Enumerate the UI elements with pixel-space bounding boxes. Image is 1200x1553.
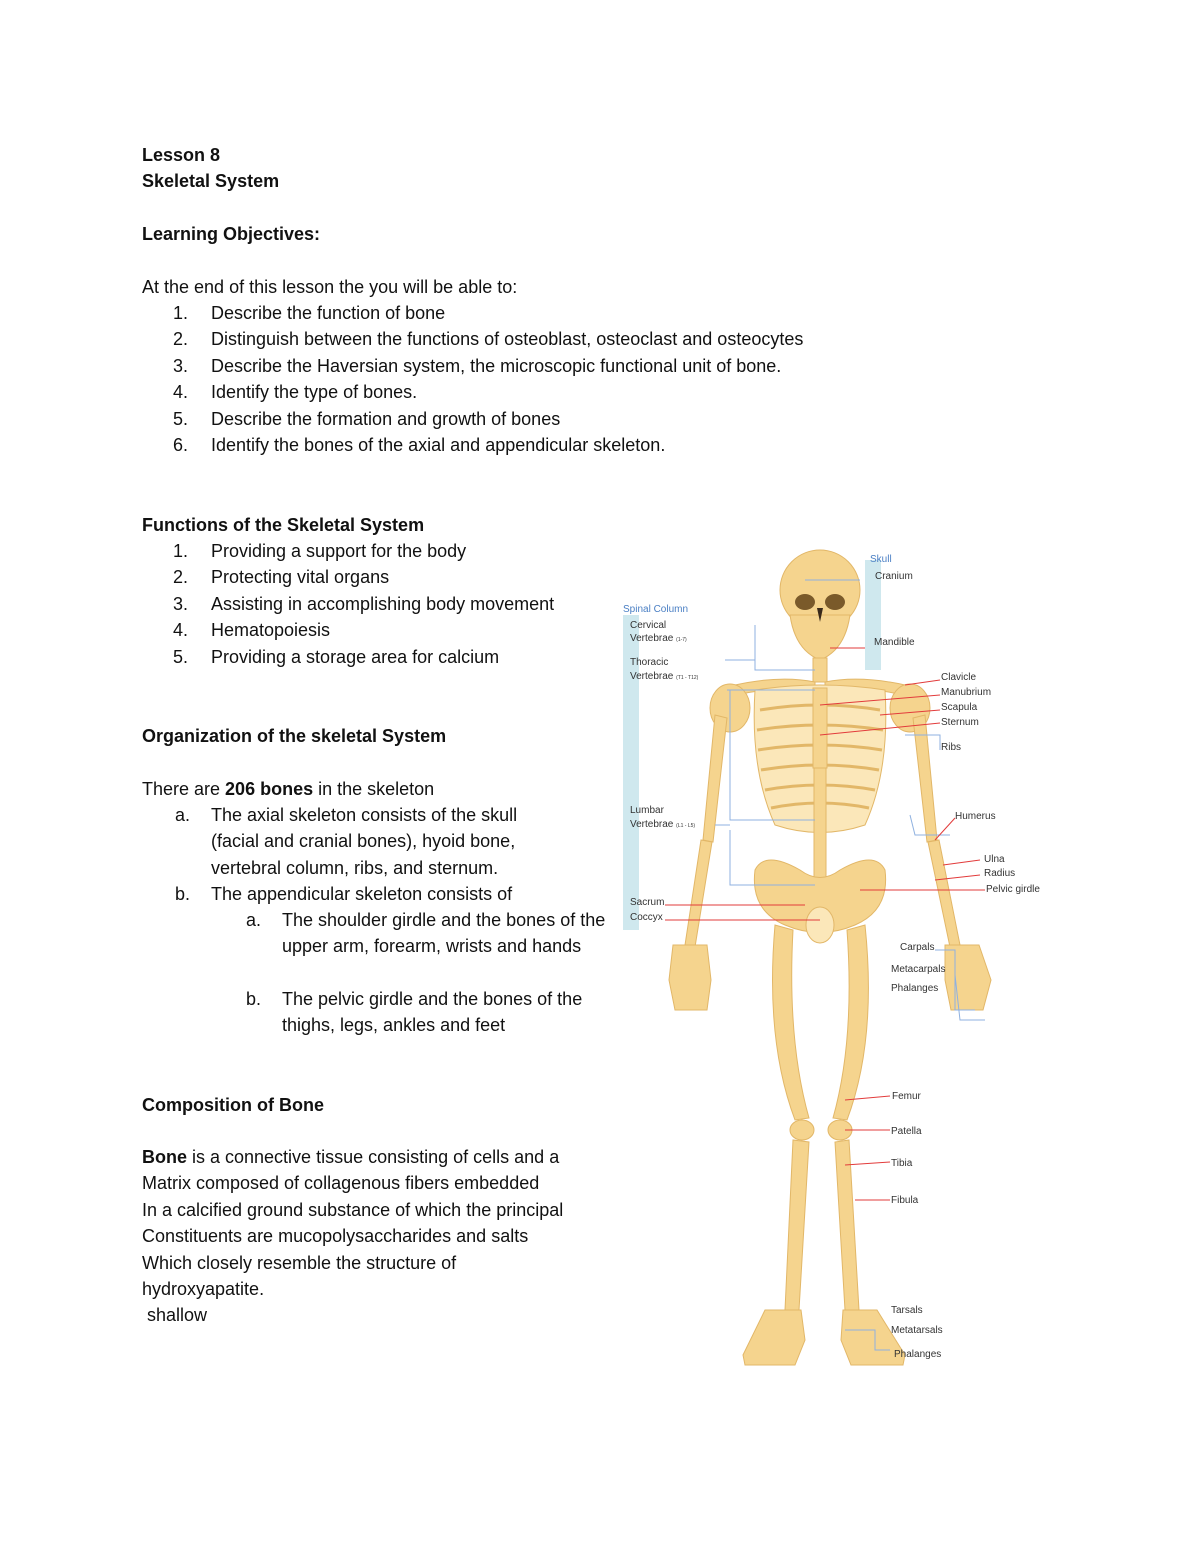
label-lumbar-vertebrae [630,819,695,830]
forearm-left [685,840,712,947]
list-number: 2. [173,329,189,350]
foot-left [743,1310,805,1365]
paragraph-line [142,1250,563,1276]
label-scapula: Scapula [941,702,978,713]
list-item [173,644,554,670]
organization-intro [142,776,434,802]
label-tibia: Tibia [891,1158,913,1169]
label-spinal-column: Spinal Column [623,604,689,615]
list-number: 3. [173,355,189,376]
label-text: Vertebrae [630,671,674,682]
lesson-title: Skeletal System [142,171,280,191]
line-text: shallow [142,1305,208,1326]
sternum-bone [813,688,827,768]
bone-term: Bone [142,1147,187,1167]
label-text: Vertebrae [630,633,674,644]
paragraph-line [142,1144,563,1170]
label-humerus: Humerus [955,811,996,822]
composition-paragraph [142,1144,563,1329]
list-number: 4. [173,620,189,641]
list-number: 1. [173,303,189,323]
objectives-intro: At the end of this lesson the you will be able to: [142,277,518,297]
bone-count: 206 bones [225,779,314,799]
list-number: 6. [173,435,189,456]
humerus-pointer [935,818,955,840]
label-metacarpals: Metacarpals [891,964,946,975]
list-number: 4. [173,382,189,403]
label-thoracic-vertebrae [630,671,699,682]
cervical-spine [813,658,827,682]
label-range: (T1 - T12) [676,675,699,681]
list-item [173,538,554,564]
list-item [173,379,803,405]
label-pelvic-girdle: Pelvic girdle [986,884,1040,895]
list-item [173,564,554,590]
label-patella: Patella [891,1126,922,1137]
humerus-right [913,715,937,842]
list-text: Describe the Haversian system, the microscopic functional unit of bone. [211,355,782,376]
label-ribs: Ribs [941,742,962,753]
label-text: Vertebrae [630,819,674,830]
list-text: Providing a support for the body [211,541,467,561]
list-item [173,617,554,643]
label-tarsals: Tarsals [891,1305,923,1316]
paragraph-line [142,1302,563,1328]
line-text: Matrix composed of collagenous fibers embedded [142,1173,540,1194]
femur-right [833,925,868,1120]
list-item [173,432,803,458]
sub-a-marker: a. [246,910,262,930]
eye-socket [825,594,845,610]
label-sternum: Sternum [941,717,979,728]
label-radius: Radius [984,868,1016,879]
label-lumbar: Lumbar [630,805,664,816]
organization-b-marker: b. [175,884,191,904]
list-number: 1. [173,541,189,561]
humerus-left [703,715,727,842]
label-metatarsals: Metatarsals [891,1325,943,1336]
label-phalanges-hand: Phalanges [891,983,939,994]
line-text: Which closely resemble the structure of [142,1252,457,1273]
organization-a-marker: a. [175,805,191,825]
label-carpals: Carpals [900,942,935,953]
list-text: Distinguish between the functions of osteoblast, osteoclast and osteocytes [211,329,804,350]
list-text: Protecting vital organs [211,567,390,588]
label-range: (L1 - L5) [676,823,696,829]
clavicle-pointer [905,680,940,685]
patella-left [790,1120,814,1140]
label-manubrium: Manubrium [941,687,992,698]
list-text: Identify the type of bones. [211,382,418,403]
organization-b-text: The appendicular skeleton consists of [211,884,513,904]
organization-heading: Organization of the skeletal System [142,726,447,746]
hand-left [669,945,711,1010]
objectives-heading: Learning Objectives: [142,224,321,244]
eye-socket [795,594,815,610]
composition-heading: Composition of Bone [142,1095,324,1115]
list-number: 2. [173,567,189,588]
paragraph-line [142,1276,563,1302]
label-range: (1-7) [676,637,687,643]
ulna-pointer [943,860,980,865]
line-text: is a connective tissue consisting of cells and a [187,1147,560,1167]
label-fibula: Fibula [891,1195,919,1206]
paragraph-line [142,1197,563,1223]
hand-right [945,945,991,1010]
label-femur: Femur [892,1091,921,1102]
tibia-right [835,1140,859,1310]
sacrum-bone [806,907,834,943]
intro-pre: There are [142,779,226,799]
label-cervical-vertebrae [630,633,687,644]
sub-a-text: The shoulder girdle and the bones of the upper arm, forearm, wrists and hands [282,910,606,957]
paragraph-line [142,1223,563,1249]
list-text: Hematopoiesis [211,620,331,641]
list-text: Identify the bones of the axial and appendicular skeleton. [211,435,666,456]
sub-b-text: The pelvic girdle and the bones of the thighs, legs, ankles and feet [282,989,583,1036]
label-cranium: Cranium [875,571,913,582]
label-thoracic: Thoracic [630,657,669,668]
lesson-number: Lesson 8 [142,145,221,165]
paragraph-line [142,1170,563,1196]
list-item [173,326,804,352]
tibia-left [785,1140,809,1310]
list-number: 5. [173,646,189,667]
list-item [173,300,803,326]
organization-a-text: The axial skeleton consists of the skull (facial and cranial bones), hyoid bone, vertebral column, ribs, and sternum. [211,805,518,878]
objectives-list [173,300,804,458]
functions-heading: Functions of the Skeletal System [142,515,425,535]
list-text: Assisting in accomplishing body movement [211,593,555,614]
label-phalanges-foot: Phalanges [894,1349,942,1360]
intro-post: in the skeleton [313,779,435,799]
sub-b-marker: b. [246,989,262,1009]
list-number: 3. [173,593,189,614]
line-text: In a calcified ground substance of which the principal [142,1199,564,1220]
list-item [173,406,803,432]
functions-list [173,538,555,670]
line-text: hydroxyapatite. [142,1279,265,1300]
list-text: Providing a storage area for calcium [211,646,500,667]
forearm-right [928,840,960,947]
lumbar-spine [814,768,826,883]
label-ulna: Ulna [984,854,1005,865]
label-cervical: Cervical [630,620,667,631]
label-sacrum: Sacrum [630,897,665,908]
list-item [173,353,803,379]
list-number: 5. [173,408,189,429]
list-text: Describe the function of bone [211,303,446,323]
list-text: Describe the formation and growth of bones [211,408,561,429]
label-mandible: Mandible [874,637,915,648]
line-text: Constituents are mucopolysaccharides and salts [142,1226,529,1247]
label-skull: Skull [870,554,892,565]
list-item [173,591,555,617]
label-clavicle: Clavicle [941,672,977,683]
label-coccyx: Coccyx [630,912,663,923]
skeleton-diagram [615,540,1070,1380]
femur-left [773,925,810,1120]
tibia-pointer [845,1162,890,1165]
